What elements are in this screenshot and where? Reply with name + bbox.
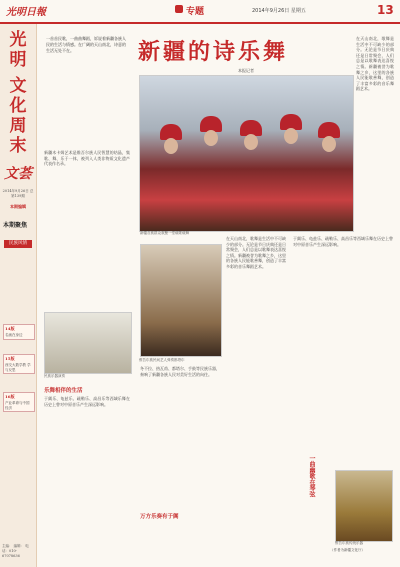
photo-musician [140, 244, 222, 357]
headline: 新疆的诗乐舞 [138, 39, 289, 65]
main-photo-caption: 新疆各族群众欢聚一堂载歌载舞 [140, 231, 189, 235]
body-column: 在天山南北，歌舞是生活中不可缺少的部分。无论是节日庆典还是日常聚会，人们总是以歌舞表达喜悦之情。新疆被誉为歌舞之乡，这里的各族人民能歌善舞，创造了丰富多彩的音乐舞蹈艺术。 [356, 36, 394, 92]
dancer-face [164, 138, 178, 154]
newspaper-logo: 光明日報 [6, 7, 46, 18]
sidebar-title-char: 末 [9, 136, 27, 156]
section-name: 专题 [186, 7, 205, 17]
body-column: 冬不拉、热瓦甫、都塔尔、手鼓等民族乐器，奏响了新疆各族人民对美好生活的向往。 [140, 366, 220, 377]
issue-date: 2014年9月26日 星期五 [252, 8, 306, 14]
sidebar-title-char: 明 [9, 50, 27, 70]
byline: 本报记者 [238, 68, 254, 73]
intro-text: 一首首民歌，一曲曲舞蹈，诉说着新疆各族人民的生活与情感。在广阔的天山南北，诗意的生活无处不在。 [46, 36, 126, 53]
toc-item[interactable]: 16版 产业革命与中国 经济 [3, 392, 35, 412]
dancer-face [284, 128, 298, 144]
footnote: （作者为新疆文化厅） [330, 548, 365, 552]
body-column: 在天山南北，歌舞是生活中不可缺少的部分。无论是节日庆典还是日常聚会，人们总是以歌舞表达喜悦之情。新疆被誉为歌舞之乡，这里的各族人民能歌善舞，创造了丰富多彩的音乐舞蹈艺术。 [226, 236, 286, 269]
toc-item[interactable]: 15版 西交大数学教 学与反思 [3, 354, 35, 374]
photo3-caption: 维吾尔族民间艺人弹奏都塔尔 [139, 358, 185, 362]
photo-instrument-2 [335, 470, 393, 542]
body-column: 于阗乐、龟兹乐、疏勒乐、高昌乐等西域乐舞在历史上曾对中原音乐产生深远影响。 [293, 236, 393, 247]
sidebar-benqi: 本期聚焦 [3, 222, 28, 229]
dancer-face [204, 130, 218, 146]
song-box-title: 一曲幽歌在琴弦 [308, 455, 315, 497]
body-column: 于阗乐、龟兹乐、疏勒乐、高昌乐等西域乐舞在历史上曾对中原音乐产生深远影响。 [44, 396, 130, 407]
photo-instrument [44, 312, 132, 374]
sidebar-tag: 民族风情 [4, 240, 32, 248]
sidebar-wenhui: 文荟 [4, 166, 32, 182]
sidebar-title-char: 文 [9, 76, 27, 96]
sidebar-title-char: 光 [9, 30, 27, 50]
section-heading: 万方乐奏有于阗 [140, 514, 179, 520]
photo2-caption: 民族乐器演奏 [44, 374, 65, 378]
sidebar [0, 24, 37, 567]
photo4-caption: 维吾尔族传统乐器 [335, 541, 363, 545]
body-column: 新疆木卡姆艺术是维吾尔族人民智慧的结晶，集歌、舞、乐于一体，被列入人类非物质文化遗产代表作名录。 [44, 150, 130, 167]
sidebar-contacts: 主编： 编辑： 电话：010-67078636 [2, 544, 29, 558]
sidebar-editor-note: 本期编辑 [10, 204, 26, 209]
page-number: 13 [377, 3, 394, 17]
section-heading: 乐舞相伴的生活 [44, 388, 83, 394]
dancer-face [322, 136, 336, 152]
sidebar-title-char: 周 [9, 116, 27, 136]
section-icon [175, 5, 183, 13]
sidebar-issue: 2014年9月26日 总第139期 [2, 189, 34, 198]
main-photo [139, 75, 354, 232]
toc-item[interactable]: 14版 名画在身边 [3, 324, 35, 340]
dancer-face [244, 134, 258, 150]
sidebar-title-char: 化 [9, 96, 27, 116]
